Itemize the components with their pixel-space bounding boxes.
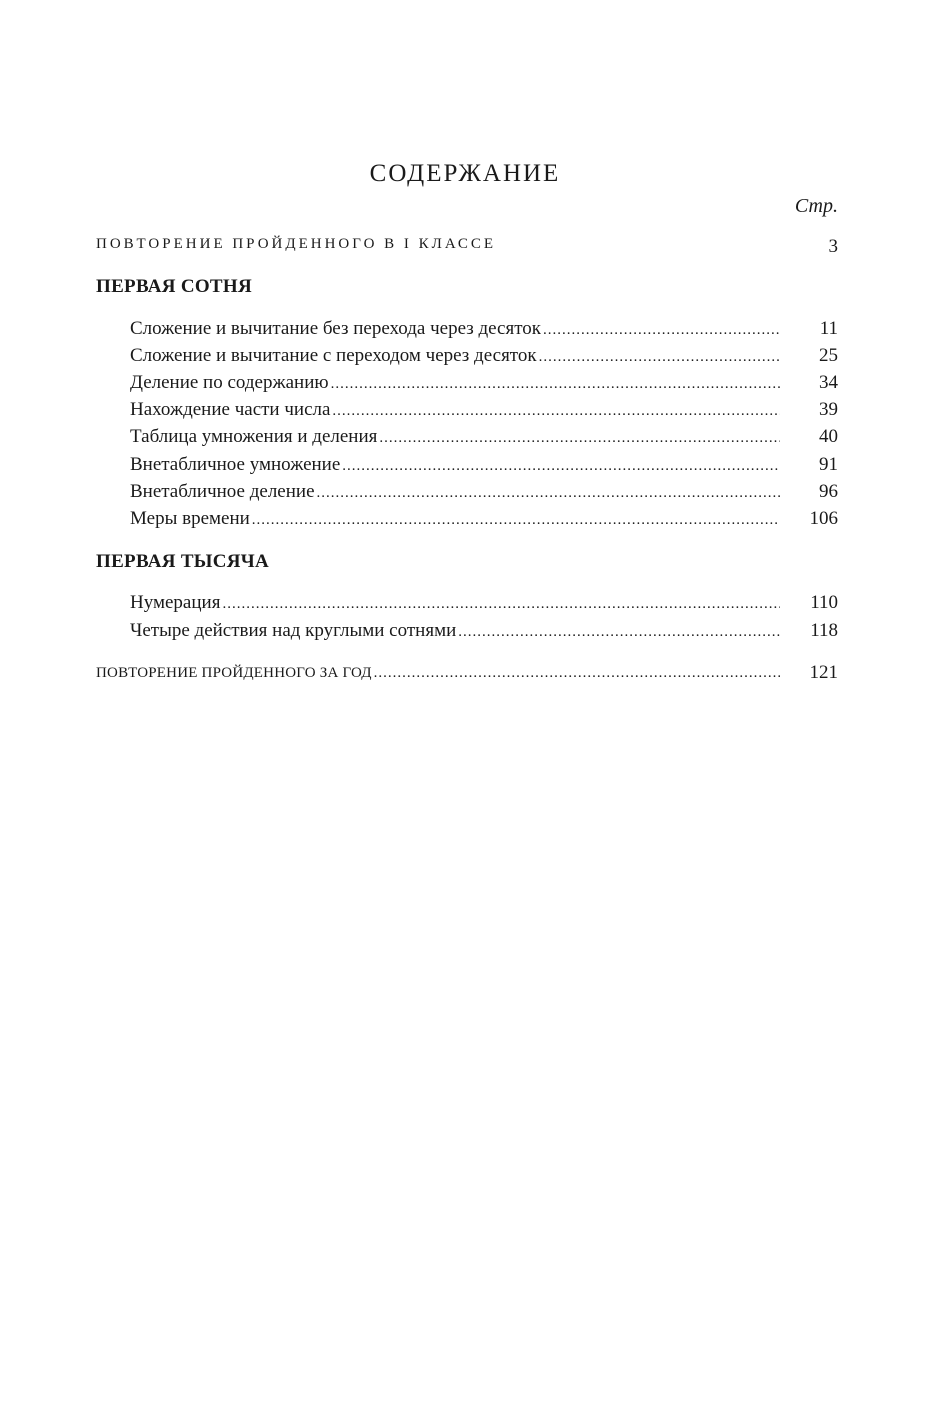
toc-entry[interactable] [130, 508, 780, 532]
dot-leader [331, 373, 780, 395]
toc-page-number: 39 [819, 399, 838, 420]
toc-entry-label: Таблица умножения и деления [130, 426, 378, 447]
toc-page-number: 110 [810, 592, 838, 613]
section-heading-first-hundred: ПЕРВАЯ СОТНЯ [96, 276, 252, 297]
toc-entry-label: Четыре действия над круглыми сотнями [130, 620, 457, 641]
toc-entry-intro[interactable] [96, 233, 780, 257]
toc-entry-label: Внетабличное умножение [130, 454, 341, 475]
dot-leader [543, 319, 780, 341]
toc-entry-label: Деление по содержанию [130, 372, 329, 393]
toc-entry-label: Нахождение части числа [130, 399, 331, 420]
toc-entry-label: Сложение и вычитание без перехода через десяток [130, 318, 542, 339]
toc-entry[interactable] [130, 318, 780, 342]
toc-entry-label: ПОВТОРЕНИЕ ПРОЙДЕННОГО ЗА ГОД [96, 665, 372, 681]
toc-page-number: 34 [819, 372, 838, 393]
toc-page-number: 40 [819, 426, 838, 447]
toc-entry[interactable] [130, 426, 780, 450]
toc-entry[interactable] [130, 592, 780, 616]
toc-entry[interactable] [130, 345, 780, 369]
toc-entry[interactable] [130, 454, 780, 478]
toc-entry-label: ПОВТОРЕНИЕ ПРОЙДЕННОГО В I КЛАССЕ [96, 236, 497, 252]
dot-leader [222, 593, 780, 615]
toc-title: СОДЕРЖАНИЕ [369, 160, 561, 187]
toc-page-number: 3 [828, 236, 838, 257]
dot-leader [539, 346, 780, 368]
dot-leader [458, 621, 780, 643]
toc-entry[interactable] [130, 620, 780, 644]
toc-page-number: 121 [809, 662, 838, 683]
toc-page-number: 25 [819, 345, 838, 366]
dot-leader [252, 509, 780, 531]
toc-entry-label: Внетабличное деление [130, 481, 315, 502]
toc-page-number: 118 [810, 620, 838, 641]
dot-leader [317, 482, 780, 504]
section-heading-first-thousand: ПЕРВАЯ ТЫСЯЧА [96, 551, 270, 572]
toc-entry-label: Нумерация [130, 592, 221, 613]
toc-page-number: 106 [809, 508, 838, 529]
toc-entry-label: Меры времени [130, 508, 250, 529]
toc-entry[interactable] [130, 399, 780, 423]
dot-leader [342, 455, 780, 477]
page-column-label: Стр. [794, 195, 838, 217]
toc-page-number: 11 [819, 318, 838, 339]
toc-entry-outro[interactable] [96, 662, 780, 686]
toc-page-number: 96 [819, 481, 838, 502]
dot-leader [332, 400, 780, 422]
toc-entry[interactable] [130, 372, 780, 396]
toc-entry[interactable] [130, 481, 780, 505]
toc-page-number: 91 [819, 454, 838, 475]
toc-entry-label: Сложение и вычитание с переходом через десяток [130, 345, 537, 366]
dot-leader [379, 427, 780, 449]
dot-leader [374, 662, 780, 684]
